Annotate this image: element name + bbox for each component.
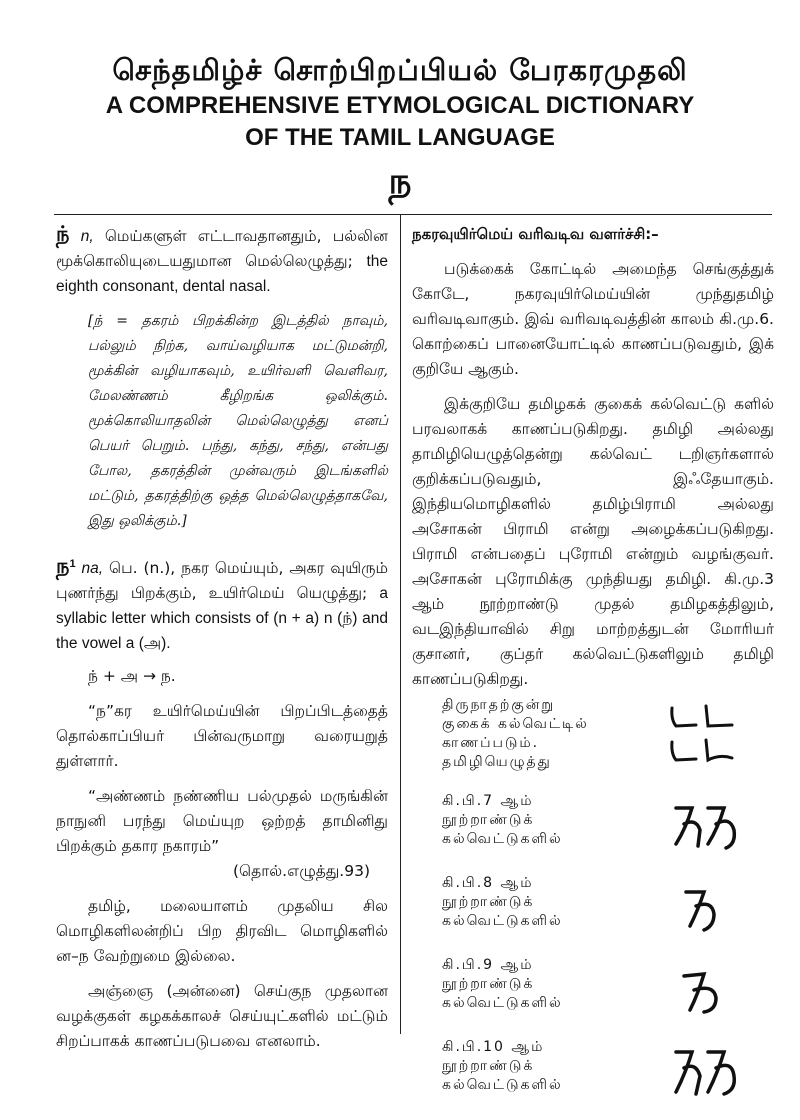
entry-definition-english: the eighth consonant, dental nasal. <box>56 253 388 295</box>
7th-century-glyph-image <box>662 794 752 864</box>
script-row-label: கி.பி.8 ஆம் நூற்றாண்டுக் கல்வெட்டுகளில் <box>442 875 563 929</box>
right-column <box>412 216 774 1120</box>
english-title-line-2: OF THE TAMIL LANGUAGE <box>245 124 555 151</box>
script-evolution-table <box>412 696 774 1120</box>
entry-definition-tamil: பெ. (n.), நகர மெய்யும், அகர வுயிரும் புணர்ந்து பிறக்கும், உயிர்மெய் யெழுத்து; <box>56 559 388 603</box>
script-row-label: கி.பி.9 ஆம் நூற்றாண்டுக் கல்வெட்டுகளில் <box>442 957 563 1011</box>
entry-headword: ந <box>56 554 70 579</box>
tamili-glyph-image <box>662 698 752 778</box>
9th-century-glyph-image <box>662 958 752 1028</box>
header-rule <box>54 214 772 215</box>
tamil-title: செந்தமிழ்ச் சொற்பிறப்பியல் பேரகரமுதலி <box>112 53 688 87</box>
script-row-label: திருநாதற்குன்று குகைக் கல்வெட்டில் காணப்படும். தமிழியெழுத்து <box>442 697 589 770</box>
script-row-7th-century <box>412 792 774 874</box>
paragraph-early-script: படுக்கைக் கோட்டில் அமைந்த செங்குத்துக் கோடே, நகரவுயிர்மெய்யின் முந்துதமிழ் வரிவடிவாகும். இவ் வரிவடிவத்தின் காலம் கி.மு.6. கொற்கைப் பானையோட்டில் காணப்படுவதும், இக் குறியே ஆகும். <box>412 260 774 378</box>
section-letter: ந <box>388 161 412 202</box>
script-evolution-heading: நகரவுயிர்மெய் வரிவடிவ வளர்ச்சி:– <box>412 225 659 243</box>
column-divider <box>400 214 401 1034</box>
english-title-line-1: A COMPREHENSIVE ETYMOLOGICAL DICTIONARY <box>105 92 695 119</box>
quotation: “அண்ணம் நண்ணிய பல்முதல் மருங்கின் நாநுனி பரந்து மெய்யுற ஒற்றத் தாமினிது பிறக்கும் தகார நகாரம்” <box>56 787 388 856</box>
script-row-label: கி.பி.7 ஆம் நூற்றாண்டுக் கல்வெட்டுகளில் <box>442 793 563 847</box>
entry-definition-tamil: மெய்களுள் எட்டாவதானதும், பல்லின மூக்கொலியுடையதுமான மெல்லெழுத்து; <box>56 227 388 270</box>
script-row-tamili <box>412 696 774 792</box>
entry-note: [ந் = தகரம் பிறக்கின்ற இடத்தில் நாவும், பல்லும் நிற்க, வாய்வழியாக மட்டுமன்றி, மூக்கின் வழியாகவும், உயிர்வளி வெளிவர, மேலண்ணம் கீழிறங்க ஒலிக்கும். மூக்கொலியாதலின் மெல்லெழுத்து எனப் பெயர் பெறும். பந்து, கந்து, சந்து, என்பது போல, தகரத்தின் முன்வரும் இடங்களில் மட்டும், தகரத்திற்கு ஒத்த மெல்லெழுத்தாகவே, இது ஒலிக்கும்.] <box>88 313 388 529</box>
entry-definition-english: a syllabic letter which consists of (n + a) n (ந்) and the vowel a (அ). <box>56 585 388 653</box>
paragraph-usage: அஞ்ஞை (அன்னை) செய்குந முதலான வழக்குகள் கழகக்காலச் செய்யுட்களில் மட்டும் சிறப்பாகக் காணப்படுபவை எனலாம். <box>56 982 388 1051</box>
paragraph-origin: “ந”கர உயிர்மெய்யின் பிறப்பிடத்தைத் தொல்காப்பியர் பின்வருமாறு வரையறுத் துள்ளார். <box>56 702 388 771</box>
entry-n-consonant <box>56 222 388 299</box>
page-header <box>0 50 800 204</box>
script-row-label: கி.பி.10 ஆம் நூற்றாண்டுக் கல்வெட்டுகளில் <box>442 1039 563 1093</box>
script-row-8th-century <box>412 874 774 956</box>
quotation-source: (தொல்.எழுத்து.93) <box>233 862 370 881</box>
script-row-10th-century <box>412 1038 774 1120</box>
left-column <box>56 216 388 1054</box>
entry-transliteration: na, <box>81 560 104 578</box>
entry-headword: ந் <box>56 222 70 246</box>
derivation-formula: ந் + அ → ந. <box>88 667 176 686</box>
script-row-9th-century <box>412 956 774 1038</box>
entry-transliteration: n, <box>80 228 94 245</box>
paragraph-dravidian: தமிழ், மலையாளம் முதலிய சில மொழிகளிலன்றிப் பிற திரவிட மொழிகளில் ன–ந வேற்றுமை இல்லை. <box>56 897 388 966</box>
entry-superscript: 1 <box>69 558 76 570</box>
8th-century-glyph-image <box>662 876 752 946</box>
paragraph-tamili: இக்குறியே தமிழகக் குகைக் கல்வெட்டு களில் பரவலாகக் காணப்படுகிறது. தமிழி அல்லது தாமிழியெழுத்தென்று கல்வெட் டறிஞர்களால் குறிக்கப்படுவதும், இஃதேயாகும். இந்தியமொழிகளில் தமிழ்பிராமி அல்லது அசோகன் பிராமி என்று அழைக்கப்படுகிறது. பிராமி என்பதைப் புரோமி என்றும் வழங்குவர். அசோகன் புரோமிக்கு முந்தியது தமிழி. கி.மு.3 ஆம் நூற்றாண்டு முதல் தமிழகத்திலும், வடஇந்தியாவில் சிறு மாற்றத்துடன் மோரியர் குசானர், குப்தர் கல்வெட்டுகளிலும் தமிழி காணப்படுகிறது. <box>412 395 774 688</box>
entry-na-syllable <box>56 552 388 656</box>
